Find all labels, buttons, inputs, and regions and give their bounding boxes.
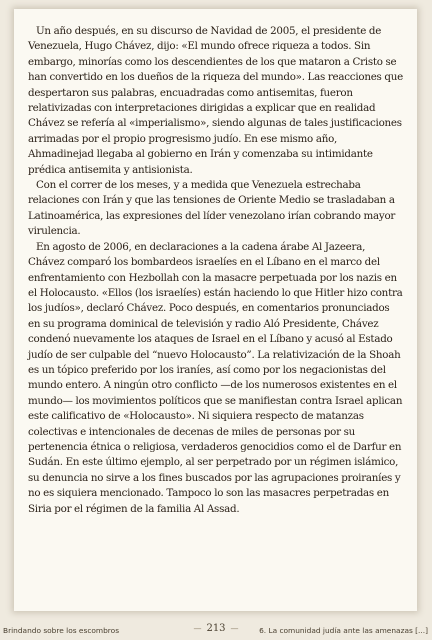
page-footer	[0, 623, 432, 639]
footer-book-title: Brindando sobre los escombros	[3, 626, 120, 635]
paragraph-1: Un año después, en su discurso de Navidad de 2005, el presidente de Venezuela, Hugo Chávez, dijo: «El mundo ofrece riqueza a todos. Sin embargo, minorías como los descendientes de los que mataron a Cristo se han convertido en los dueños de la riqueza del mundo». Las reacciones que despertaron sus palabras, encuadradas como antisemitas, fueron relativizadas con interpretaciones dirigidas a explicar que en realidad Chávez se refería al «imperialismo», siendo algunas de tales justificaciones arrimadas por el propio progresismo judío. En ese mismo año, Ahmadinejad llegaba al gobierno en Irán y comenzaba su intimidante prédica antisemita y antisionista.	[28, 25, 403, 176]
body-text	[28, 24, 404, 517]
footer-page-number-group	[180, 623, 252, 634]
paragraph-3: En agosto de 2006, en declaraciones a la cadena árabe Al Jazeera, Chávez comparó los bombardeos israelíes en el Líbano en el marco del enfrentamiento con Hezbollah con la masacre perpetuada por los nazis en el Holocausto. «Ellos (los israelíes) están haciendo lo que Hitler hizo contra los judíos», declaró Chávez. Poco después, en comentarios pronunciados en su programa dominical de televisión y radio Aló Presidente, Chávez condenó nuevamente los ataques de Israel en el Líbano y acusó al Estado judío de ser culpable del “nuevo Holocausto”. La relativización de la Shoah es un tópico preferido por los iraníes, así como por los negacionistas del mundo entero. A ningún otro conflicto —de los numerosos existentes en el mundo— los movimientos políticos que se manifiestan contra Israel aplican este calificativo de «Holocausto». Ni siquiera respecto de matanzas colectivas e intencionales de decenas de miles de personas por su pertenencia étnica o religiosa, verdaderos genocidios como el de Darfur en Sudán. En este último ejemplo, al ser perpetrado por un régimen islámico, su denuncia no sirve a los fines buscados por las agrupaciones proiraníes y no es siquiera mencionado. Tampoco lo son las masacres perpetradas en Siria por el régimen de la familia Al Assad.	[28, 240, 403, 515]
paragraph-2: Con el correr de los meses, y a medida que Venezuela estrechaba relaciones con Irán y que las tensiones de Oriente Medio se trasladaban a Latinoamérica, las expresiones del líder venezolano irían cobrando mayor virulencia.	[28, 179, 396, 238]
footer-chapter-title: 6. La comunidad judía ante las amenazas [...]	[259, 626, 428, 635]
page-number: 213	[206, 623, 226, 634]
footer-dash-left: —	[193, 624, 202, 633]
footer-dash-right: —	[230, 624, 239, 633]
